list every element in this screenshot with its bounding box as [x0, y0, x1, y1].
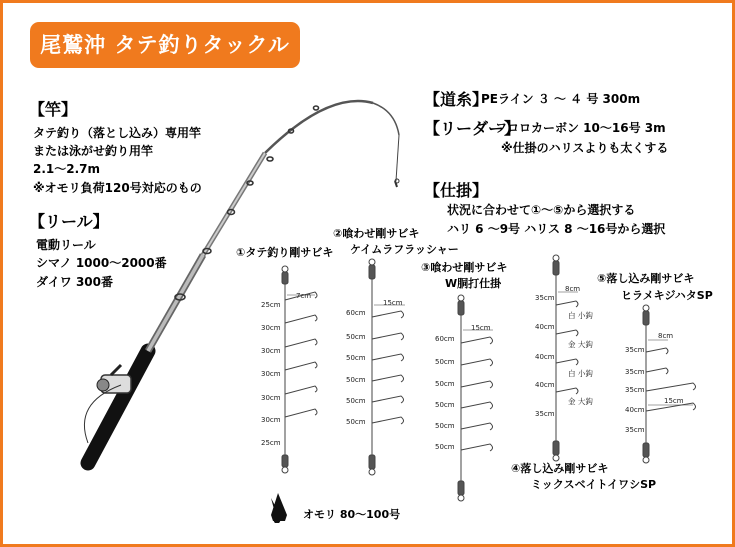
- rig5-branch-bottom: 15cm: [664, 397, 684, 405]
- rig2-label-1: ②喰わせ剛サビキ: [333, 227, 420, 240]
- rig4-hook-label-4: 金 大鈎: [568, 397, 593, 406]
- rig3-branch: 15cm: [471, 324, 491, 332]
- leader-text: フロロカーボン 10〜16号 3m: [495, 121, 666, 135]
- rod-line-1: タテ釣り（落とし込み）専用竿: [33, 126, 202, 140]
- rig3-spacing-2: 50cm: [435, 358, 455, 366]
- rig4-branch: 8cm: [565, 285, 581, 293]
- rig3-spacing-5: 50cm: [435, 422, 455, 430]
- sinker-body: [271, 493, 287, 521]
- rod-heading: 【竿】: [29, 100, 78, 119]
- rig1-branch: 7cm: [296, 292, 312, 300]
- line-heading: 【道糸】: [424, 90, 489, 109]
- rig5-spacing-1: 35cm: [625, 346, 645, 354]
- rig3-label-1: ③喰わせ剛サビキ: [421, 261, 508, 274]
- rod-line-4: ※オモリ負荷120号対応のもの: [33, 181, 202, 195]
- rig2-spacing-1: 60cm: [346, 309, 366, 317]
- rig4-spacing-4: 40cm: [535, 381, 555, 389]
- reel-icon: [97, 365, 131, 393]
- rig4-spacing-5: 35cm: [535, 410, 555, 418]
- rig4-label-1: ④落し込み剛サビキ: [511, 462, 609, 475]
- tackle-illustration: [3, 3, 732, 544]
- rig2-spacing-3: 50cm: [346, 354, 366, 362]
- rig1-spacing-5: 30cm: [261, 394, 281, 402]
- reel-line-1: 電動リール: [36, 238, 96, 252]
- rig1-spacing-1: 25cm: [261, 301, 281, 309]
- rig2-diagram: [369, 259, 405, 475]
- rig4-hook-label-3: 白 小鈎: [568, 369, 593, 378]
- rig1-diagram: [282, 266, 317, 473]
- rig5-branch-top: 8cm: [658, 332, 674, 340]
- rig-heading: 【仕掛】: [424, 181, 489, 200]
- leader-heading: 【リーダー】: [424, 119, 521, 138]
- rig1-spacing-3: 30cm: [261, 347, 281, 355]
- reel-line-2: シマノ 1000〜2000番: [36, 256, 167, 270]
- reel-line-3: ダイワ 300番: [36, 275, 113, 289]
- rig1-spacing-6: 30cm: [261, 416, 281, 424]
- rig3-spacing-6: 50cm: [435, 443, 455, 451]
- rig4-spacing-1: 35cm: [535, 294, 555, 302]
- line-text: PEライン ３ 〜 ４ 号 300m: [481, 92, 641, 106]
- rig5-label-2: ヒラメキジハタSP: [621, 289, 713, 302]
- rig2-spacing-2: 50cm: [346, 333, 366, 341]
- rig2-spacing-5: 50cm: [346, 397, 366, 405]
- rig3-diagram: [458, 295, 493, 501]
- rig2-spacing-4: 50cm: [346, 376, 366, 384]
- sinker-label: オモリ 80〜100号: [303, 508, 401, 521]
- rig3-label-2: W胴打仕掛: [445, 277, 502, 290]
- rig5-spacing-3: 35cm: [625, 386, 645, 394]
- rig1-label: ①タテ釣り剛サビキ: [236, 246, 334, 259]
- rig1-spacing-2: 30cm: [261, 324, 281, 332]
- rod-line-2: または泳がせ釣り用竿: [33, 144, 154, 158]
- rig3-spacing-1: 60cm: [435, 335, 455, 343]
- rig2-label-2: ケイムラフラッシャー: [350, 243, 459, 256]
- rig-line-2: ハリ 6 〜9号 ハリス 8 〜16号から選択: [447, 222, 666, 236]
- page-title: 尾鷲沖 タテ釣りタックル: [30, 22, 300, 68]
- rig4-hook-label-2: 金 大鈎: [568, 340, 593, 349]
- leader-note: ※仕掛のハリスよりも太くする: [501, 141, 669, 155]
- rig5-spacing-5: 35cm: [625, 426, 645, 434]
- reel-heading: 【リール】: [29, 212, 109, 231]
- rig3-spacing-4: 50cm: [435, 401, 455, 409]
- rig5-diagram: [643, 305, 696, 463]
- fishing-rod: [88, 101, 399, 463]
- rig1-spacing-4: 30cm: [261, 370, 281, 378]
- rig2-branch: 15cm: [383, 299, 403, 307]
- rig2-spacing-6: 50cm: [346, 418, 366, 426]
- rig3-spacing-3: 50cm: [435, 380, 455, 388]
- rig5-spacing-4: 40cm: [625, 406, 645, 414]
- rig4-label-2: ミックスベイトイワシSP: [531, 478, 657, 491]
- rod-line-3: 2.1〜2.7m: [33, 162, 101, 176]
- rig-line-1: 状況に合わせて①〜⑤から選択する: [447, 203, 636, 217]
- rig4-spacing-3: 40cm: [535, 353, 555, 361]
- rig4-spacing-2: 40cm: [535, 323, 555, 331]
- rig1-spacing-7: 25cm: [261, 439, 281, 447]
- rig4-hook-label-1: 白 小鈎: [568, 311, 593, 320]
- rig5-spacing-2: 35cm: [625, 368, 645, 376]
- rig5-label-1: ⑤落し込み剛サビキ: [597, 272, 695, 285]
